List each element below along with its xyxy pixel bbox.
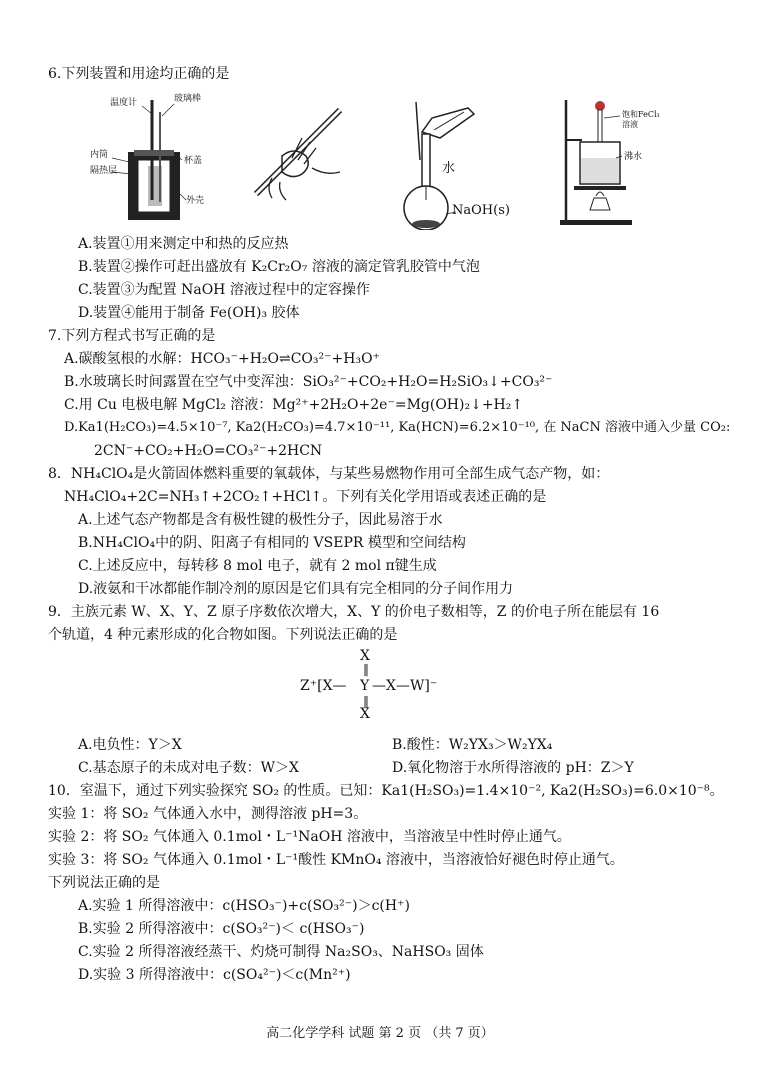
q7-stem: 7.下列方程式书写正确的是 — [48, 328, 216, 344]
q9-option-d: D.氧化物溶于水所得溶液的 pH：Z＞Y — [392, 760, 634, 776]
q9-structure — [300, 648, 470, 722]
q6-option-b: B.装置②操作可赶出盛放有 K₂Cr₂O₇ 溶液的滴定管乳胶管中气泡 — [78, 259, 480, 275]
figure-burette-hands — [252, 98, 362, 208]
structure-center-y: Y — [360, 678, 370, 694]
q8-stem-line1: 8．NH₄ClO₄是火箭固体燃料重要的氧载体，与某些易燃物作用可全部生成气态产物，如： — [48, 466, 610, 482]
q10-option-a: A.实验 1 所得溶液中：c(HSO₃⁻)+c(SO₃²⁻)＞c(H⁺) — [78, 898, 410, 914]
label-lid: 杯盖 — [184, 156, 203, 166]
q10-experiment-1: 实验 1：将 SO₂ 气体通入水中，测得溶液 pH=3。 — [48, 806, 368, 822]
label-naoh: NaOH(s) — [452, 203, 510, 218]
q10-lead: 下列说法正确的是 — [48, 875, 160, 891]
q9-stem-line1: 9．主族元素 W、X、Y、Z 原子序数依次增大，X、Y 的价电子数相等，Z 的价电子所在能层有 16 — [48, 604, 660, 620]
figure-colloid-setup — [560, 96, 680, 226]
structure-double-bond-bottom: ‖ — [363, 694, 369, 708]
label-inner: 内筒 — [90, 150, 109, 160]
q10-option-b: B.实验 2 所得溶液中：c(SO₃²⁻)＜ c(HSO₃⁻) — [78, 921, 365, 937]
label-shell: 外壳 — [186, 196, 205, 206]
q10-experiment-3: 实验 3：将 SO₂ 气体通入 0.1mol・L⁻¹酸性 KMnO₄ 溶液中，当溶液恰好褪色时停止通气。 — [48, 852, 624, 868]
structure-right: —X—W]⁻ — [372, 678, 438, 694]
q8-option-c: C.上述反应中，每转移 8 mol 电子，就有 2 mol π键生成 — [78, 558, 437, 574]
q7-option-d-equation: 2CN⁻+CO₂+H₂O=CO₃²⁻+2HCN — [94, 443, 323, 459]
q9-stem-line2: 个轨道，4 种元素形成的化合物如图。下列说法正确的是 — [48, 627, 398, 643]
q6-stem: 6.下列装置和用途均正确的是 — [48, 66, 230, 82]
q7-option-d: D.Ka1(H₂CO₃)=4.5×10⁻⁷, Ka2(H₂CO₃)=4.7×10⁻¹¹, Ka(HCN)=6.2×10⁻¹⁰, 在 NaCN 溶液中通入少量 CO₂: — [64, 420, 731, 435]
q9-option-b: B.酸性：W₂YX₃＞W₂YX₄ — [392, 737, 553, 753]
q10-option-c: C.实验 2 所得溶液经蒸干、灼烧可制得 Na₂SO₃、NaHSO₃ 固体 — [78, 944, 484, 960]
q6-option-c: C.装置③为配置 NaOH 溶液过程中的定容操作 — [78, 282, 370, 298]
structure-double-bond-top: ‖ — [363, 662, 369, 676]
label-boiling-water: 沸水 — [624, 152, 643, 162]
label-fecl3: 饱和FeCl₃溶液 — [622, 110, 660, 129]
label-thermometer: 温度计 — [110, 98, 138, 108]
q8-option-b: B.NH₄ClO₄中的阴、阳离子有相同的 VSEPR 模型和空间结构 — [78, 535, 466, 551]
page-footer: 高二化学学科 试题 第 2 页 （共 7 页） — [266, 1026, 494, 1041]
label-stirrer: 玻璃棒 — [174, 94, 202, 104]
q6-option-a: A.装置①用来测定中和热的反应热 — [78, 236, 289, 252]
q10-experiment-2: 实验 2：将 SO₂ 气体通入 0.1mol・L⁻¹NaOH 溶液中，当溶液呈中性时停止通气。 — [48, 829, 571, 845]
q10-stem: 10．室温下，通过下列实验探究 SO₂ 的性质。已知：Ka1(H₂SO₃)=1.4×10⁻², Ka2(H₂SO₃)=6.0×10⁻⁸。 — [48, 783, 724, 799]
structure-left: Z⁺[X— — [300, 678, 347, 694]
q7-option-c: C.用 Cu 电极电解 MgCl₂ 溶液：Mg²⁺+2H₂O+2e⁻=Mg(OH)₂↓+H₂↑ — [64, 397, 524, 413]
q9-option-c: C.基态原子的未成对电子数：W＞X — [78, 760, 300, 776]
label-insulation: 隔热层 — [90, 166, 118, 176]
q8-option-d: D.液氨和干冰都能作制冷剂的原因是它们具有完全相同的分子间作用力 — [78, 581, 514, 597]
q6-option-d: D.装置④能用于制备 Fe(OH)₃ 胶体 — [78, 305, 300, 321]
q7-option-b: B.水玻璃长时间露置在空气中变浑浊：SiO₃²⁻+CO₂+H₂O=H₂SiO₃↓+CO₃²⁻ — [64, 374, 553, 390]
q9-option-a: A.电负性：Y＞X — [78, 737, 182, 753]
figure-calorimeter — [90, 92, 220, 227]
structure-bottom-x: X — [360, 706, 370, 722]
q8-stem-line2: NH₄ClO₄+2C=NH₃↑+2CO₂↑+HCl↑。下列有关化学用语或表述正确的是 — [64, 489, 547, 505]
structure-top-x: X — [360, 648, 370, 664]
q10-option-d: D.实验 3 所得溶液中：c(SO₄²⁻)＜c(Mn²⁺) — [78, 967, 351, 983]
figure-volumetric-flask — [390, 100, 520, 230]
q7-option-a: A.碳酸氢根的水解：HCO₃⁻+H₂O⇌CO₃²⁻+H₃O⁺ — [64, 351, 380, 367]
q8-option-a: A.上述气态产物都是含有极性键的极性分子，因此易溶于水 — [78, 512, 443, 528]
label-water: 水 — [442, 161, 456, 176]
